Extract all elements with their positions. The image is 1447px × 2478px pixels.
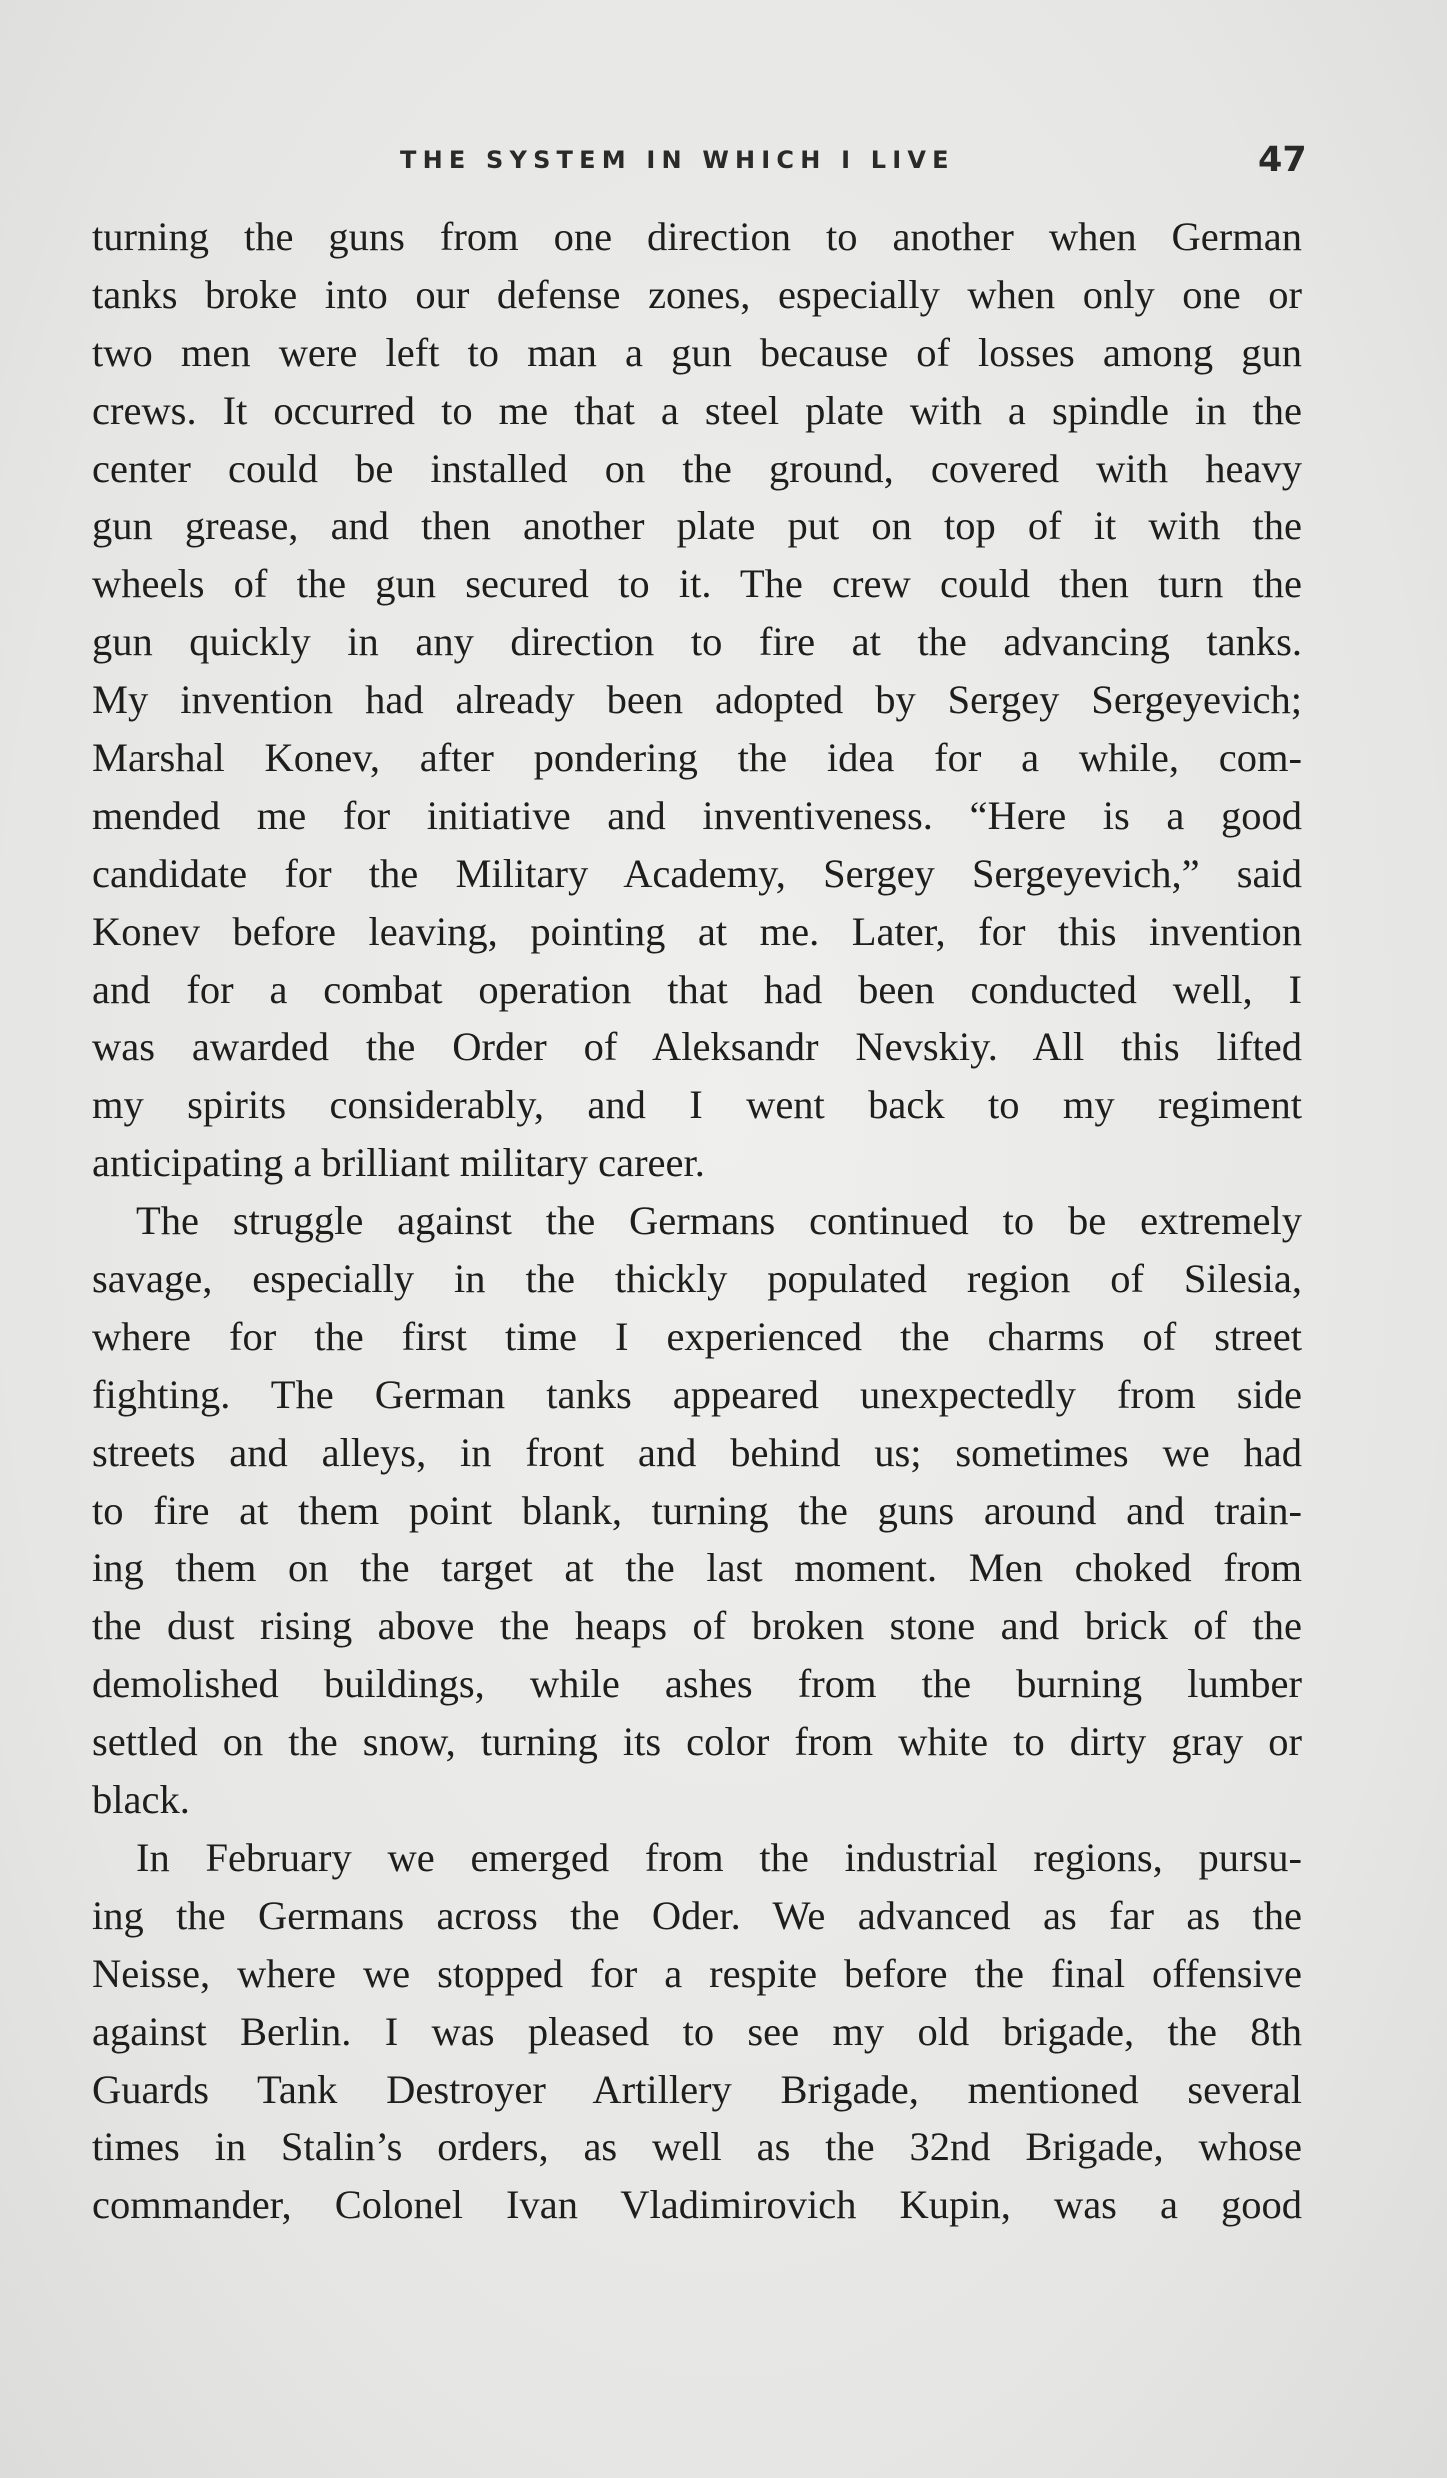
text-line: anticipating a brilliant military career.	[92, 1140, 705, 1186]
text-line: where for the first time I experienced the charms of street	[92, 1313, 1302, 1359]
text-line: ing the Germans across the Oder. We advanced as far as the	[92, 1892, 1302, 1938]
text-line: crews. It occurred to me that a steel plate with a spindle in the	[92, 387, 1302, 433]
text-line: wheels of the gun secured to it. The crew could then turn the	[92, 561, 1302, 607]
text-line: tanks broke into our defense zones, especially when only one or	[92, 271, 1302, 317]
text-line: to fire at them point blank, turning the guns around and train-	[92, 1487, 1302, 1533]
text-line: ing them on the target at the last moment. Men choked from	[92, 1545, 1302, 1591]
text-line: center could be installed on the ground, covered with heavy	[92, 445, 1302, 491]
text-line: savage, especially in the thickly populated region of Silesia,	[92, 1256, 1302, 1302]
text-line: candidate for the Military Academy, Sergey Sergeyevich,” said	[92, 850, 1302, 896]
text-line: and for a combat operation that had been conducted well, I	[92, 966, 1302, 1012]
text-line: commander, Colonel Ivan Vladimirovich Kupin, was a good	[92, 2182, 1302, 2228]
page-number: 47	[1258, 140, 1307, 180]
text-line: gun grease, and then another plate put on top of it with the	[92, 503, 1302, 549]
text-line: black.	[92, 1777, 190, 1823]
text-line: streets and alleys, in front and behind us; sometimes we had	[92, 1429, 1302, 1475]
text-line: was awarded the Order of Aleksandr Nevskiy. All this lifted	[92, 1024, 1302, 1070]
text-line: two men were left to man a gun because of losses among gun	[92, 329, 1302, 375]
running-head-title: THE SYSTEM IN WHICH I LIVE	[400, 146, 955, 174]
body-text	[92, 208, 1302, 2234]
text-line: the dust rising above the heaps of broken stone and brick of the	[92, 1603, 1302, 1649]
text-line: My invention had already been adopted by Sergey Sergeyevich;	[92, 677, 1302, 723]
text-line: my spirits considerably, and I went back to my regiment	[92, 1082, 1302, 1128]
text-line: gun quickly in any direction to fire at the advancing tanks.	[92, 619, 1302, 665]
text-line: times in Stalin’s orders, as well as the 32nd Brigade, whose	[92, 2124, 1302, 2170]
text-line: Neisse, where we stopped for a respite before the final offensive	[92, 1950, 1302, 1996]
text-line: demolished buildings, while ashes from the burning lumber	[92, 1661, 1302, 1707]
text-line: Marshal Konev, after pondering the idea for a while, com-	[92, 735, 1302, 781]
text-line: Guards Tank Destroyer Artillery Brigade, mentioned several	[92, 2066, 1302, 2112]
text-line: In February we emerged from the industrial regions, pursu-	[136, 1834, 1302, 1880]
text-line: mended me for initiative and inventiveness. “Here is a good	[92, 792, 1302, 838]
text-line: turning the guns from one direction to another when German	[92, 214, 1302, 259]
text-line: against Berlin. I was pleased to see my old brigade, the 8th	[92, 2008, 1302, 2054]
text-line: fighting. The German tanks appeared unexpectedly from side	[92, 1371, 1302, 1417]
text-line: Konev before leaving, pointing at me. Later, for this invention	[92, 908, 1302, 954]
text-line: The struggle against the Germans continued to be extremely	[136, 1198, 1302, 1244]
text-line: settled on the snow, turning its color from white to dirty gray or	[92, 1719, 1302, 1765]
